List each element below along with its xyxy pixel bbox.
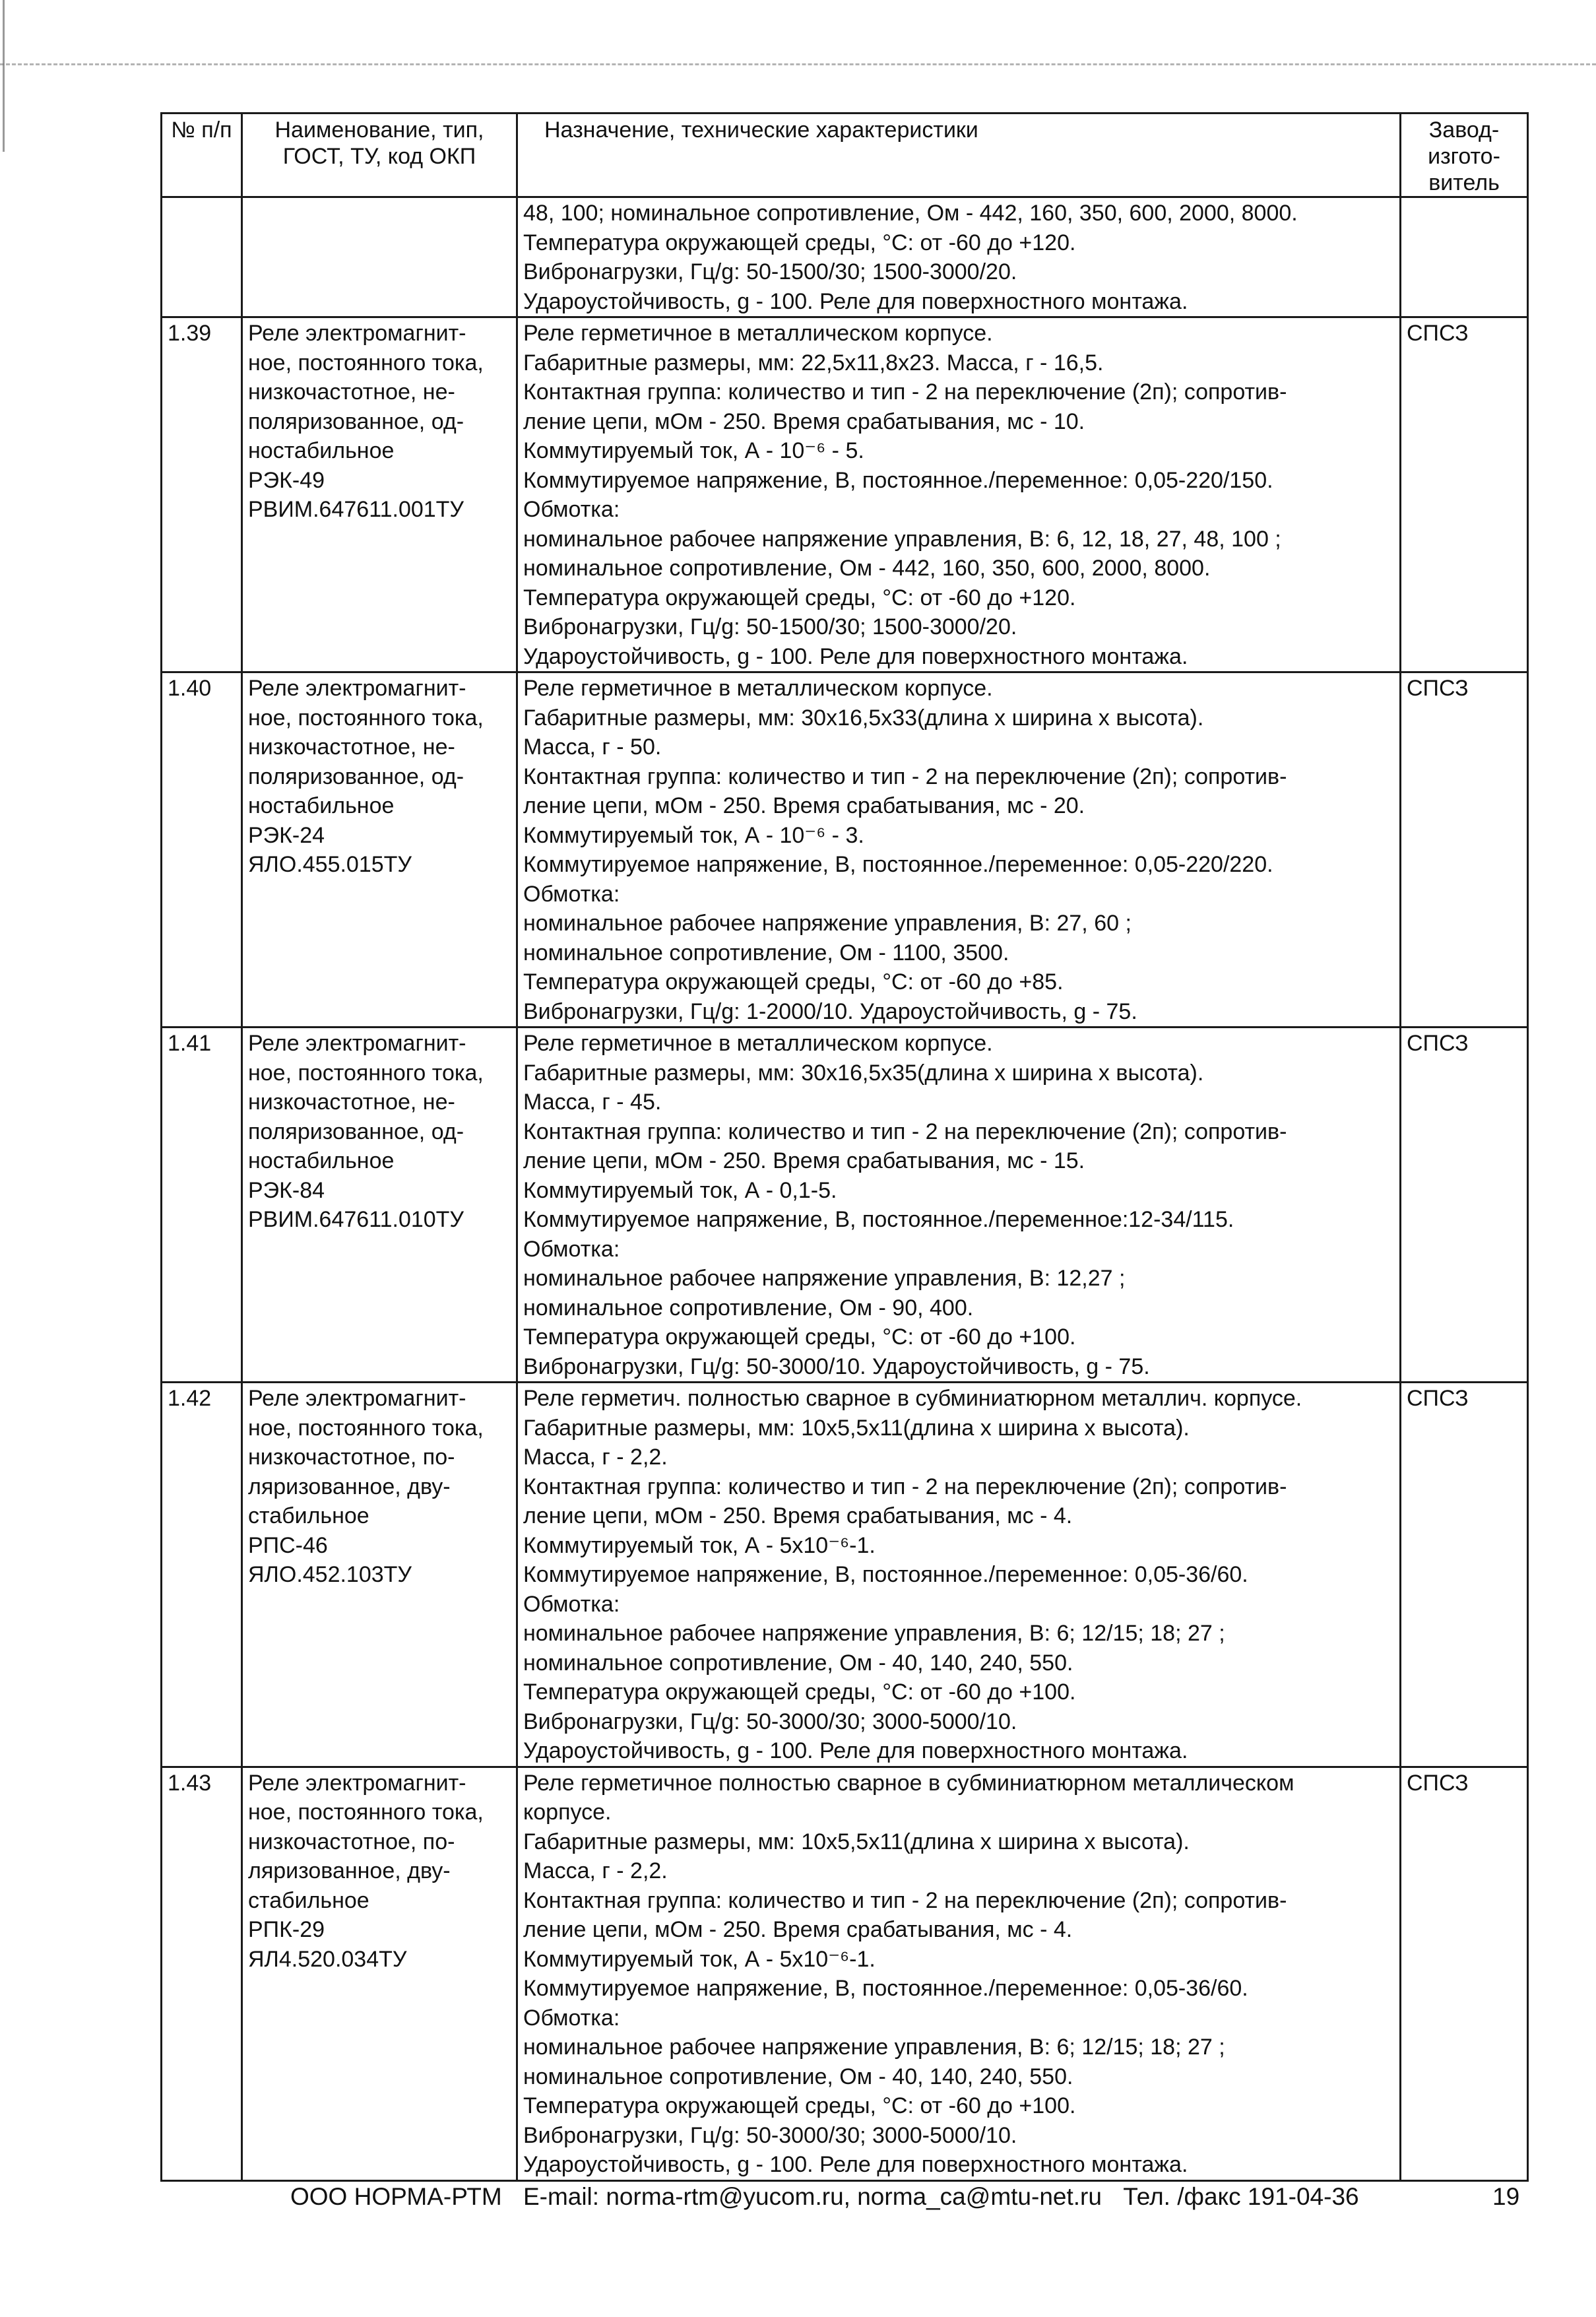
cont-name-cell [242,197,517,317]
spec-line: ление цепи, мОм - 250. Время срабатывания, мс - 20. [523,793,1085,818]
spec-line: Удароустойчивость, g - 100. Реле для поверхностного монтажа. [523,288,1188,314]
spec-line: номинальное рабочее напряжение управления, В: 6, 12, 18, 27, 48, 100 ; [523,526,1281,552]
spec-line: Масса, г - 50. [523,734,662,760]
spec-line: Вибронагрузки, Гц/g: 50-1500/30; 1500-3000/20. [523,259,1017,284]
spec-line: Коммутируемое напряжение, В, постоянное./переменное:12-34/115. [523,1207,1234,1232]
name-line: поляризованное, од- [248,764,464,789]
name-line: низкочастотное, не- [248,1090,455,1115]
name-line: ное, постоянного тока, [248,1415,484,1441]
cont-maker-cell [1401,197,1528,317]
name-line: Реле электромагнит- [248,676,466,701]
spec-line: номинальное рабочее напряжение управления, В: 6; 12/15; 18; 27 ; [523,1621,1225,1646]
spec-line: Контактная группа: количество и тип - 2 на переключение (2п); сопротив- [523,379,1287,405]
table-row [162,1028,1528,1383]
spec-line: Обмотка: [523,881,620,907]
scan-dashed-line [0,63,1596,65]
spec-line: Температура окружающей среды, °С: от -60 до +120. [523,230,1076,255]
table-row [162,1767,1528,2180]
spec-line: Температура окружающей среды, °С: от -60 до +100. [523,2093,1076,2118]
name-line: ляризованное, дву- [248,1858,451,1883]
spec-line: Реле герметичное полностью сварное в субминиатюрном металлическом [523,1770,1294,1796]
name-line: РВИМ.647611.001ТУ [248,497,464,522]
name-line: РПК-29 [248,1917,325,1942]
name-line: ностабильное [248,793,395,818]
name-line: низкочастотное, по- [248,1829,455,1854]
name-line: ЯЛ4.520.034ТУ [248,1946,407,1972]
header-num: № п/п [162,114,242,197]
item-maker: СПСЗ [1401,1028,1528,1383]
item-number: 1.40 [162,672,242,1028]
spec-line: Контактная группа: количество и тип - 2 на переключение (2п); сопротив- [523,1474,1287,1499]
spec-line: Коммутируемое напряжение, В, постоянное./переменное: 0,05-36/60. [523,1562,1248,1587]
name-line: РЭК-49 [248,467,325,493]
spec-line: Вибронагрузки, Гц/g: 50-1500/30; 1500-3000/20. [523,614,1017,639]
header-maker: Завод-изгото-витель [1401,114,1528,197]
spec-line: Обмотка: [523,1591,620,1617]
item-name-cell [242,1767,517,2180]
name-line: стабильное [248,1887,369,1913]
footer-email: E-mail: norma-rtm@yucom.ru, norma_ca@mtu-net.ru [523,2183,1102,2210]
spec-line: Габаритные размеры, мм: 10х5,5х11(длина х ширина х высота). [523,1829,1190,1854]
spec-line: Габаритные размеры, мм: 30х16,5х35(длина х ширина х высота). [523,1060,1204,1086]
item-name-cell [242,317,517,672]
name-line: поляризованное, од- [248,1119,464,1144]
name-line: ное, постоянного тока, [248,705,484,731]
footer-phone: Тел. /факс 191-04-36 [1123,2183,1359,2210]
name-line: поляризованное, од- [248,408,464,434]
spec-line: Масса, г - 45. [523,1090,662,1115]
spec-line: ление цепи, мОм - 250. Время срабатывания, мс - 15. [523,1148,1085,1173]
spec-line: номинальное рабочее напряжение управления, В: 12,27 ; [523,1266,1126,1291]
item-number: 1.39 [162,317,242,672]
item-spec-cell [517,672,1401,1028]
name-line: ное, постоянного тока, [248,1060,484,1086]
spec-line: Вибронагрузки, Гц/g: 50-3000/30; 3000-5000/10. [523,2122,1017,2148]
spec-line: Температура окружающей среды, °С: от -60 до +85. [523,969,1064,995]
table-row [162,1383,1528,1767]
item-spec-cell [517,317,1401,672]
table-row [162,672,1528,1028]
spec-line: номинальное рабочее напряжение управления, В: 27, 60 ; [523,911,1132,936]
name-line: низкочастотное, не- [248,734,455,760]
item-spec-cell [517,1767,1401,2180]
spec-line: Коммутируемое напряжение, В, постоянное./переменное: 0,05-220/220. [523,852,1273,877]
page-footer [290,2183,1374,2211]
page-number: 19 [1492,2183,1520,2210]
spec-line: Контактная группа: количество и тип - 2 на переключение (2п); сопротив- [523,1119,1287,1144]
cont-num-cell [162,197,242,317]
continuation-row [162,197,1528,317]
header-purpose: Назначение, технические характеристики [517,114,1401,197]
spec-line: номинальное сопротивление, Ом - 90, 400. [523,1295,974,1321]
name-line: ЯЛО.452.103ТУ [248,1562,412,1587]
spec-line: номинальное сопротивление, Ом - 40, 140, 240, 550. [523,2064,1073,2089]
relay-spec-table [160,112,1529,2182]
name-line: низкочастотное, не- [248,379,455,405]
spec-line: Масса, г - 2,2. [523,1858,668,1883]
spec-line: номинальное сопротивление, Ом - 1100, 3500. [523,940,1009,965]
spec-line: Коммутируемый ток, А - 10⁻⁶ - 3. [523,822,864,848]
item-maker: СПСЗ [1401,672,1528,1028]
item-spec-cell [517,1383,1401,1767]
table-header-row [162,114,1528,197]
name-line: ное, постоянного тока, [248,350,484,375]
name-line: ное, постоянного тока, [248,1800,484,1825]
name-line: РПС-46 [248,1532,328,1558]
spec-line: Реле герметичное в металлическом корпусе. [523,1031,993,1056]
header-name: Наименование, тип, ГОСТ, ТУ, код ОКП [242,114,517,197]
spec-line: Коммутируемое напряжение, В, постоянное./переменное: 0,05-36/60. [523,1976,1248,2001]
spec-line: Реле герметичное в металлическом корпусе. [523,321,993,346]
spec-line: Реле герметичное в металлическом корпусе. [523,676,993,701]
spec-line: Габаритные размеры, мм: 10х5,5х11(длина х ширина х высота). [523,1415,1190,1441]
item-maker: СПСЗ [1401,1767,1528,2180]
name-line: Реле электромагнит- [248,1770,466,1796]
name-line: Реле электромагнит- [248,1386,466,1411]
spec-line: Коммутируемый ток, А - 5х10⁻⁶-1. [523,1946,876,1972]
spec-line: Коммутируемый ток, А - 5х10⁻⁶-1. [523,1532,876,1558]
spec-line: Вибронагрузки, Гц/g: 50-3000/10. Удароустойчивость, g - 75. [523,1354,1150,1379]
item-name-cell [242,1383,517,1767]
name-line: низкочастотное, по- [248,1445,455,1470]
spec-line: Обмотка: [523,497,620,522]
name-line: РЭК-24 [248,822,325,848]
spec-line: Обмотка: [523,1236,620,1262]
spec-line: Удароустойчивость, g - 100. Реле для поверхностного монтажа. [523,2152,1188,2177]
name-line: Реле электромагнит- [248,1031,466,1056]
name-line: стабильное [248,1503,369,1528]
name-line: ЯЛО.455.015ТУ [248,852,412,877]
spec-line: Температура окружающей среды, °С: от -60 до +100. [523,1680,1076,1705]
spec-line: Реле герметич. полностью сварное в субминиатюрном металлич. корпусе. [523,1386,1302,1411]
spec-line: номинальное сопротивление, Ом - 442, 160, 350, 600, 2000, 8000. [523,556,1211,581]
spec-line: Габаритные размеры, мм: 30х16,5х33(длина х ширина х высота). [523,705,1204,731]
spec-line: Температура окружающей среды, °С: от -60 до +100. [523,1324,1076,1350]
item-number: 1.42 [162,1383,242,1767]
spec-line: Удароустойчивость, g - 100. Реле для поверхностного монтажа. [523,1738,1188,1763]
spec-line: Масса, г - 2,2. [523,1445,668,1470]
item-maker: СПСЗ [1401,1383,1528,1767]
spec-line: ление цепи, мОм - 250. Время срабатывания, мс - 10. [523,408,1085,434]
name-line: ностабильное [248,1148,395,1173]
item-spec-cell [517,1028,1401,1383]
spec-line: Вибронагрузки, Гц/g: 1-2000/10. Удароустойчивость, g - 75. [523,998,1137,1024]
spec-line: Коммутируемый ток, А - 10⁻⁶ - 5. [523,438,864,463]
spec-line: ление цепи, мОм - 250. Время срабатывания, мс - 4. [523,1503,1073,1528]
spec-line: номинальное сопротивление, Ом - 40, 140, 240, 550. [523,1650,1073,1676]
spec-line: номинальное рабочее напряжение управления, В: 6; 12/15; 18; 27 ; [523,2035,1225,2060]
spec-line: Температура окружающей среды, °С: от -60 до +120. [523,585,1076,610]
cont-spec-cell [517,197,1401,317]
item-number: 1.41 [162,1028,242,1383]
name-line: Реле электромагнит- [248,321,466,346]
spec-line: Обмотка: [523,2005,620,2031]
spec-line: Коммутируемый ток, А - 0,1-5. [523,1177,837,1203]
scan-edge-mark [3,0,5,152]
item-number: 1.43 [162,1767,242,2180]
spec-line: Удароустойчивость, g - 100. Реле для поверхностного монтажа. [523,643,1188,669]
item-name-cell [242,672,517,1028]
name-line: ностабильное [248,438,395,463]
spec-line: Коммутируемое напряжение, В, постоянное./переменное: 0,05-220/150. [523,467,1273,493]
name-line: РЭК-84 [248,1177,325,1203]
footer-company: ООО НОРМА-РТМ [290,2183,502,2210]
spec-line: Контактная группа: количество и тип - 2 на переключение (2п); сопротив- [523,1887,1287,1913]
spec-line: Вибронагрузки, Гц/g: 50-3000/30; 3000-5000/10. [523,1709,1017,1734]
spec-line: ление цепи, мОм - 250. Время срабатывания, мс - 4. [523,1917,1073,1942]
spec-line: Габаритные размеры, мм: 22,5х11,8х23. Масса, г - 16,5. [523,350,1104,375]
spec-line: 48, 100; номинальное сопротивление, Ом - 442, 160, 350, 600, 2000, 8000. [523,201,1298,226]
spec-line: корпусе. [523,1800,612,1825]
spec-line: Контактная группа: количество и тип - 2 на переключение (2п); сопротив- [523,764,1287,789]
item-maker: СПСЗ [1401,317,1528,672]
name-line: ляризованное, дву- [248,1474,451,1499]
table-row [162,317,1528,672]
item-name-cell [242,1028,517,1383]
name-line: РВИМ.647611.010ТУ [248,1207,464,1232]
